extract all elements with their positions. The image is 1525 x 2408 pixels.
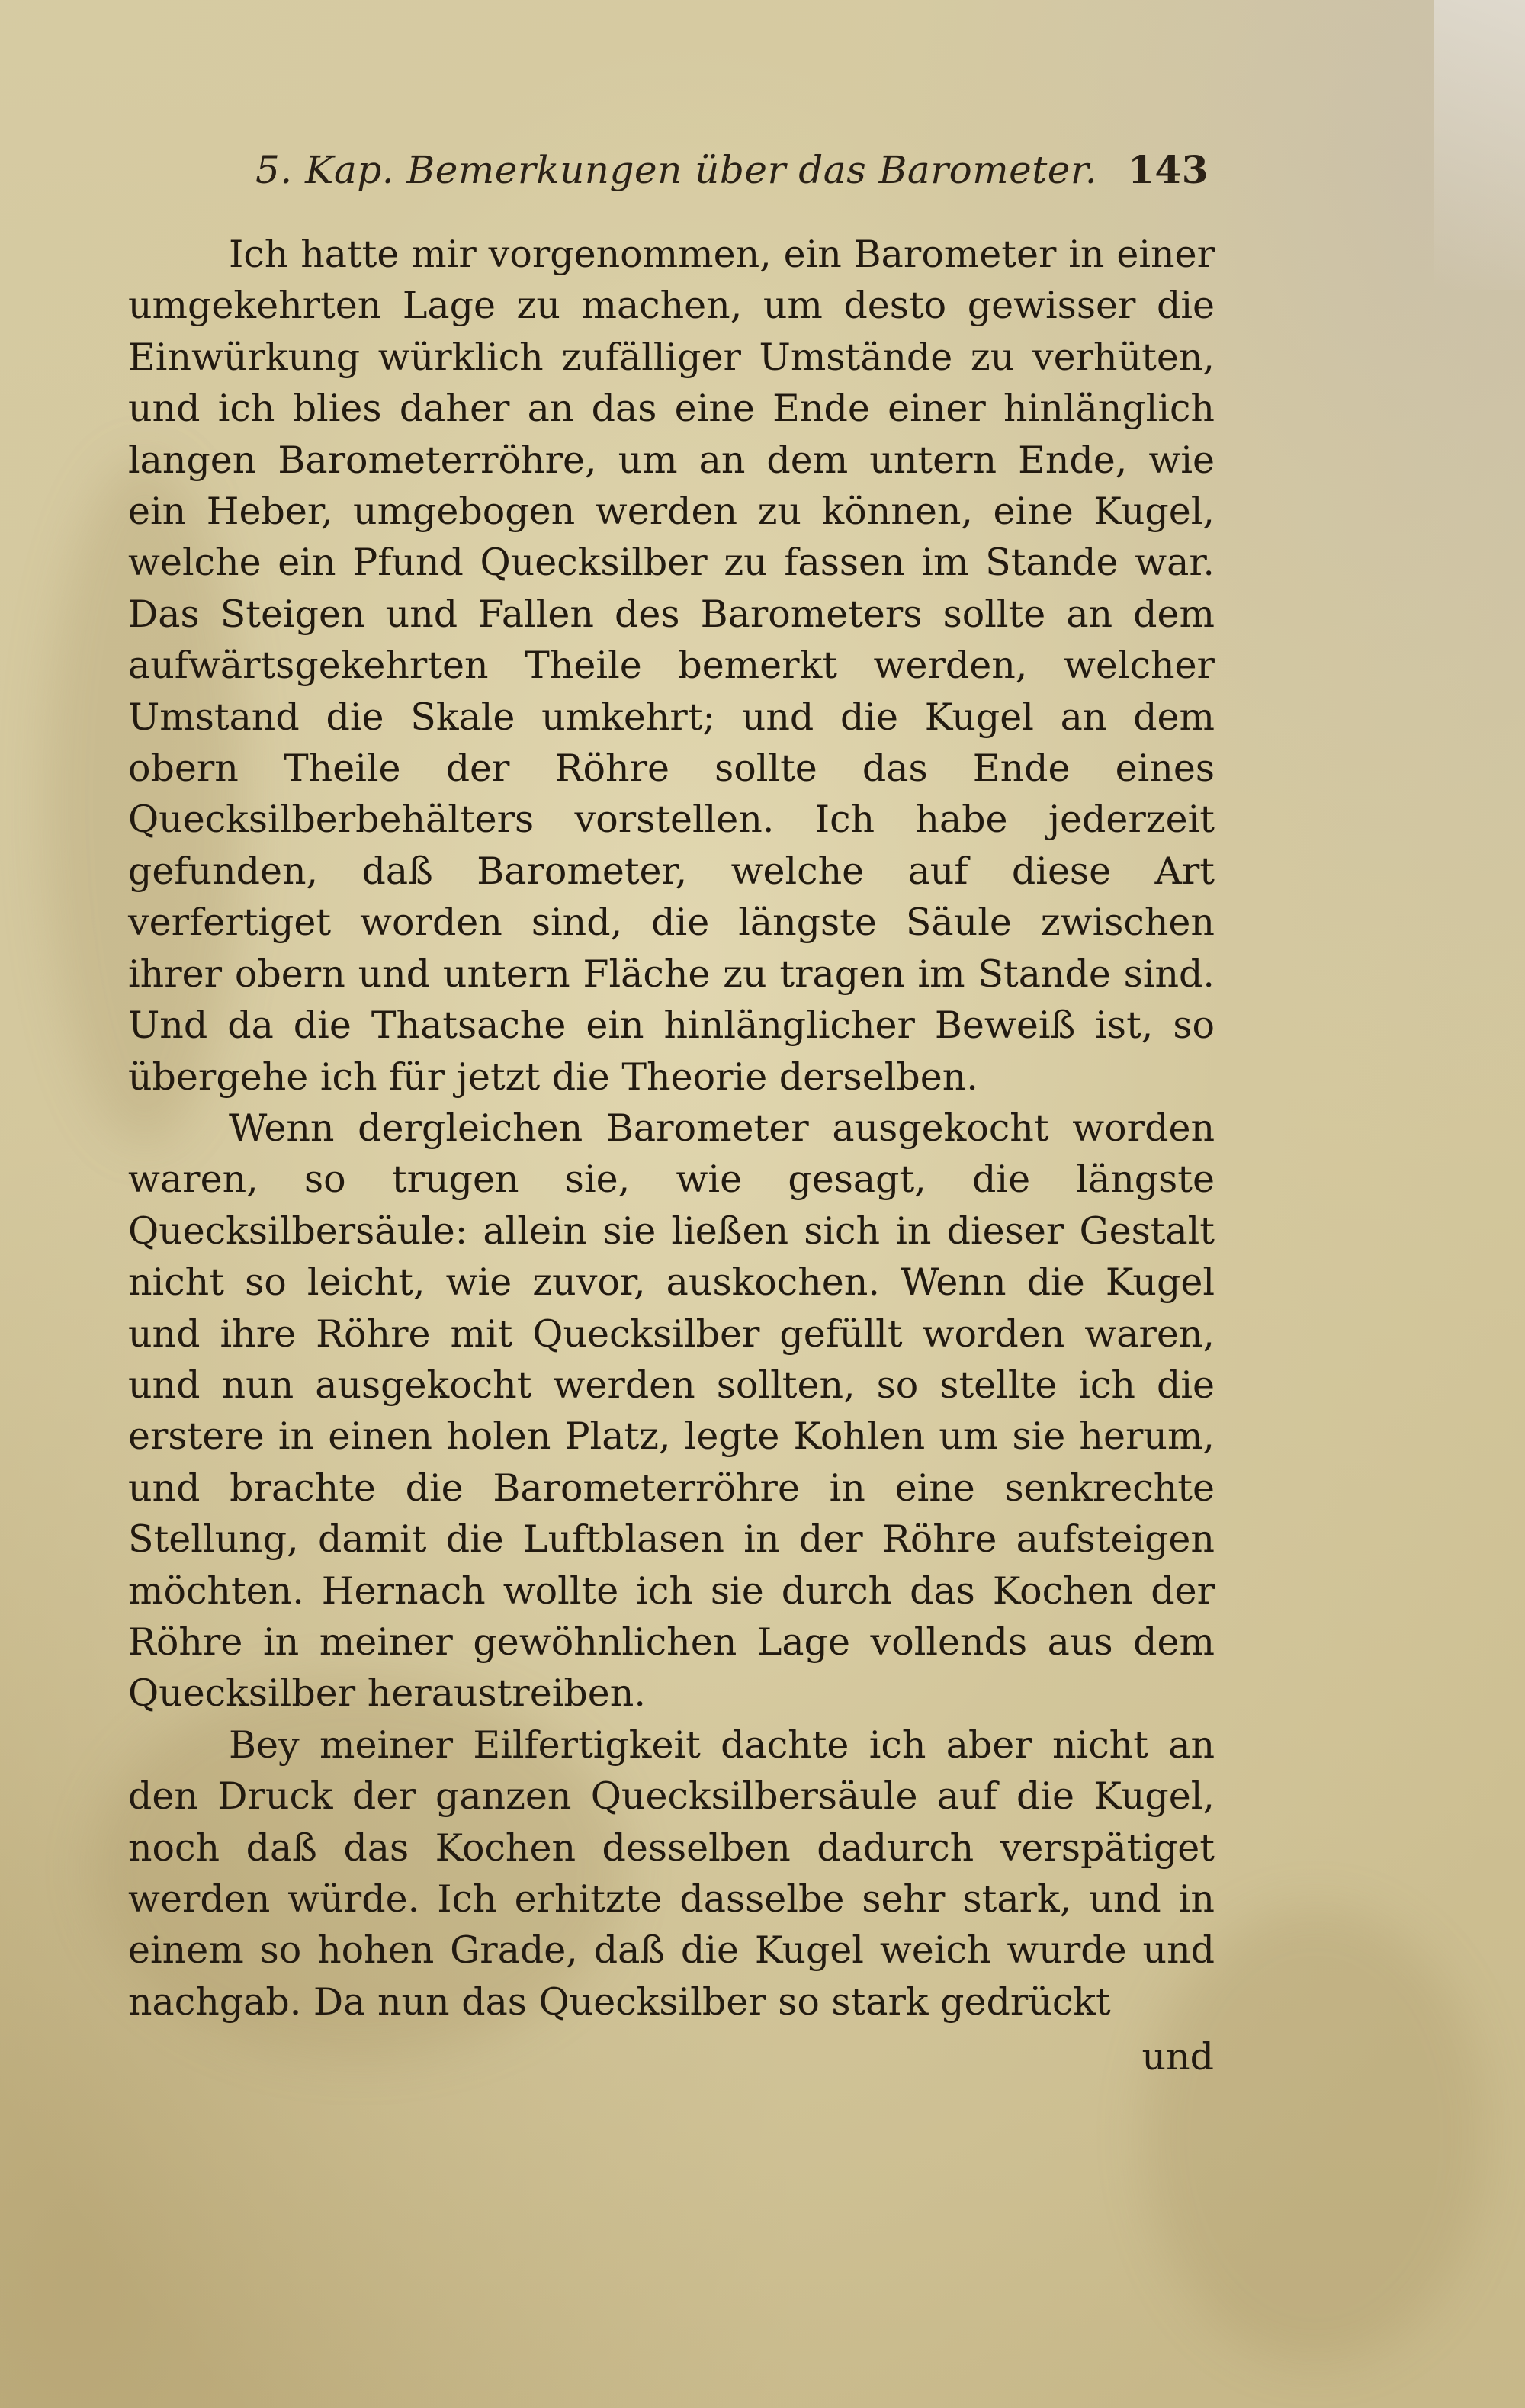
running-header (255, 143, 1209, 197)
folded-corner (1434, 0, 1525, 290)
paragraph: Bey meiner Eilfertigkeit dachte ich aber nicht an den Druck der ganzen Quecksilbersäule auf die Kugel, noch daß das Kochen desselben dadurch verspätiget werden würde. Ich erhitzte dasselbe sehr stark, und in einem so hohen Grade, daß die Kugel weich wurde und nachgab. Da nun das Quecksilber so stark gedrückt (128, 1723, 1215, 2024)
paragraph: Ich hatte mir vorgenommen, ein Barometer in einer umgekehrten Lage zu machen, um desto gewisser die Einwürkung würklich zufälliger Umstände zu verhüten, und ich blies daher an das eine Ende einer hinlänglich langen Barometerröhre, um an dem untern Ende, wie ein Heber, umgebogen werden zu können, eine Kugel, welche ein Pfund Quecksilber zu fassen im Stande war. Das Steigen und Fallen des Barometers sollte an dem aufwärtsgekehrten Theile bemerkt werden, welcher Umstand die Skale umkehrt; und die Kugel an dem obern Theile der Röhre sollte das Ende eines Quecksilberbehälters vorstellen. Ich habe jederzeit gefunden, daß Barometer, welche auf diese Art verfertiget worden sind, die längste Säule zwischen ihrer obern und untern Fläche zu tragen im Stande sind. Und da die Thatsache ein hinlänglicher Beweiß ist, so übergehe ich für jetzt die Theorie derselben. (128, 233, 1215, 1099)
catchword: und (1141, 2035, 1214, 2079)
paragraph: Wenn dergleichen Barometer ausgekocht worden waren, so trugen sie, wie gesagt, die längste Quecksilbersäule: allein sie ließen sich in dieser Gestalt nicht so leicht, wie zuvor, auskochen. Wenn die Kugel und ihre Röhre mit Quecksilber gefüllt worden waren, und nun ausgekocht werden sollten, so stellte ich die erstere in einen holen Platz, legte Kohlen um sie herum, und brachte die Barometerröhre in eine senkrechte Stellung, damit die Luftblasen in der Röhre aufsteigen möchten. Hernach wollte ich sie durch das Kochen der Röhre in meiner gewöhnlichen Lage vollends aus dem Quecksilber heraustreiben. (128, 1106, 1215, 1716)
body-text (128, 229, 1215, 2028)
running-title: 5. Kap. Bemerkungen über das Barometer. (255, 148, 1098, 192)
page-number: 143 (1128, 147, 1209, 192)
